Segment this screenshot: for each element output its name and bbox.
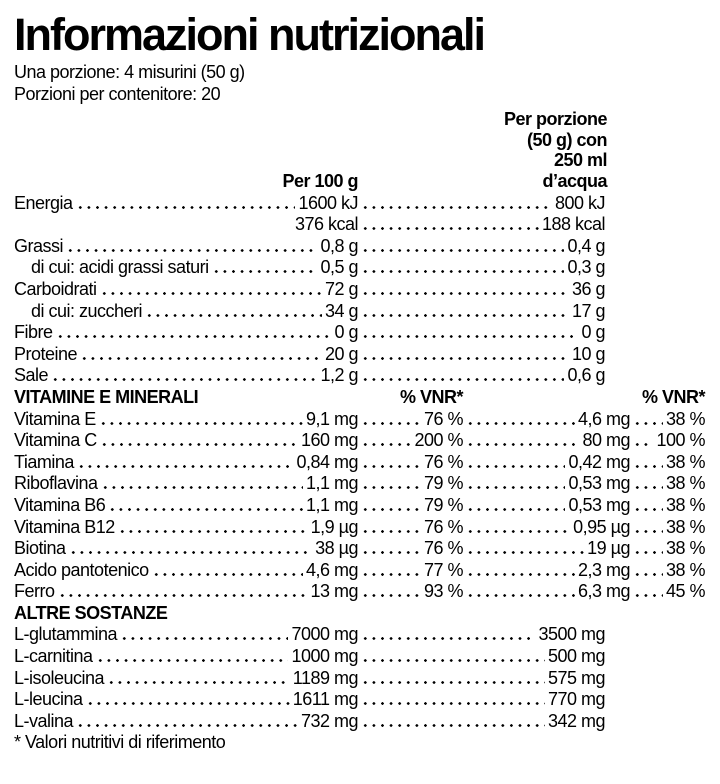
row-label: Vitamina B12 <box>14 516 115 537</box>
dot-leader <box>361 378 564 381</box>
page-title: Informazioni nutrizionali <box>14 9 484 60</box>
vnr-per-porzione: 38 % <box>665 559 705 580</box>
row-label: di cui: acidi grassi saturi <box>31 257 209 278</box>
value-per-porzione: 0 g <box>581 322 605 343</box>
dot-leader <box>633 443 653 446</box>
value-per-porzione: 6,3 mg <box>577 581 630 602</box>
row-label: Grassi <box>14 235 64 256</box>
value-per-100g: 0 g <box>334 322 358 343</box>
serving-size: Una porzione: 4 misurini (50 g) <box>14 62 245 82</box>
row-label: Vitamina B6 <box>14 494 106 515</box>
vitamin-row-tiamina <box>14 450 720 472</box>
dot-leader <box>466 465 565 468</box>
dot-leader <box>361 530 421 533</box>
dot-leader <box>633 486 663 489</box>
value-per-porzione: 80 mg <box>582 430 630 451</box>
row-label: Vitamina C <box>14 430 97 451</box>
dot-leader <box>58 594 308 597</box>
dot-leader <box>466 443 579 446</box>
row-label: Fibre <box>14 322 53 343</box>
dot-leader <box>107 681 290 684</box>
value-per-100g: 1611 mg <box>292 689 358 710</box>
dot-leader <box>466 573 575 576</box>
vnr-per-100g: 77 % <box>423 559 463 580</box>
value-per-porzione: 0,53 mg <box>568 473 630 494</box>
section-title: VITAMINE E MINERALI <box>14 386 199 407</box>
dot-leader <box>118 530 308 533</box>
value-per-100g: 1,2 g <box>320 365 358 386</box>
footnote-vnr: * Valori nutritivi di riferimento <box>14 731 226 752</box>
substance-row-l-carnitina <box>14 644 720 666</box>
row-label: Vitamina E <box>14 408 96 429</box>
dot-leader <box>66 249 317 252</box>
dot-leader <box>361 659 545 662</box>
nutrient-row-fibre <box>14 321 720 343</box>
vnr-per-100g: 76 % <box>423 451 463 472</box>
nutrient-row-energia-kcal <box>14 213 720 235</box>
vnr-per-100g: 76 % <box>423 516 463 537</box>
dot-leader <box>361 486 421 489</box>
dot-leader <box>633 551 663 554</box>
value-per-porzione: 0,95 µg <box>573 516 630 537</box>
nutrient-row-energia <box>14 191 720 213</box>
value-per-100g: 1,1 mg <box>305 494 358 515</box>
row-label: di cui: zuccheri <box>31 300 143 321</box>
dot-leader <box>361 637 535 640</box>
dot-leader <box>51 378 317 381</box>
value-per-100g: 1000 mg <box>291 646 358 667</box>
row-label: L-glutammina <box>14 624 118 645</box>
vitamin-row-vitamina-b6 <box>14 493 720 515</box>
column-header-vnr-1: % VNR* <box>399 386 463 407</box>
dot-leader <box>633 508 663 511</box>
value-per-porzione: 3500 mg <box>538 624 605 645</box>
vnr-per-100g: 93 % <box>423 581 463 602</box>
value-per-porzione: 770 mg <box>547 689 605 710</box>
substance-row-l-glutammina <box>14 623 720 645</box>
vnr-per-porzione: 38 % <box>665 408 705 429</box>
vnr-per-porzione: 38 % <box>665 494 705 515</box>
dot-leader <box>361 573 421 576</box>
substance-row-l-isoleucina <box>14 666 720 688</box>
column-header-vnr-2: % VNR* <box>641 386 705 407</box>
row-label: L-leucina <box>14 689 83 710</box>
value-per-100g: 13 mg <box>310 581 358 602</box>
per-porzione-line-1: Per porzione <box>503 109 607 129</box>
vnr-per-100g: 200 % <box>414 430 463 451</box>
vnr-per-porzione: 38 % <box>665 538 705 559</box>
dot-leader <box>361 702 545 705</box>
row-label: Ferro <box>14 581 55 602</box>
value-per-porzione: 500 mg <box>547 646 605 667</box>
dot-leader <box>120 637 288 640</box>
section-header-altre-sostanze <box>14 601 720 623</box>
value-per-porzione: 0,42 mg <box>568 451 630 472</box>
vnr-per-porzione: 45 % <box>665 581 705 602</box>
vnr-per-porzione: 38 % <box>665 516 705 537</box>
vitamin-row-biotina <box>14 537 720 559</box>
column-headers <box>14 107 720 191</box>
dot-leader <box>361 314 569 317</box>
section-header-vitamine <box>14 385 720 407</box>
dot-leader <box>361 357 569 360</box>
nutrient-row-grassi <box>14 234 720 256</box>
dot-leader <box>466 530 570 533</box>
dot-leader <box>361 422 421 425</box>
servings-per-container: Porzioni per contenitore: 20 <box>14 83 221 104</box>
row-label: Proteine <box>14 343 78 364</box>
vnr-per-porzione: 38 % <box>665 451 705 472</box>
value-per-100g: 1,1 mg <box>305 473 358 494</box>
dot-leader <box>361 724 545 727</box>
value-per-porzione: 2,3 mg <box>577 559 630 580</box>
row-label: Sale <box>14 365 49 386</box>
nutrient-row-carboidrati <box>14 277 720 299</box>
nutrient-row-sale <box>14 364 720 386</box>
value-per-100g: 0,84 mg <box>296 451 358 472</box>
row-label: Energia <box>14 192 73 213</box>
row-label: Acido pantotenico <box>14 559 149 580</box>
nutrient-row-zuccheri <box>14 299 720 321</box>
dot-leader <box>466 551 584 554</box>
dot-leader <box>100 292 322 295</box>
nutrient-row-proteine <box>14 342 720 364</box>
section-title: ALTRE SOSTANZE <box>14 602 168 623</box>
vnr-per-100g: 79 % <box>423 473 463 494</box>
value-per-100g: 160 mg <box>300 430 358 451</box>
dot-leader <box>69 551 313 554</box>
value-per-100g: 376 kcal <box>294 214 358 235</box>
column-header-per-100g: Per 100 g <box>282 170 358 191</box>
value-per-porzione: 0,4 g <box>567 235 605 256</box>
dot-leader <box>101 486 303 489</box>
value-per-100g: 72 g <box>324 278 358 299</box>
value-per-porzione: 19 µg <box>587 538 630 559</box>
dot-leader <box>466 422 575 425</box>
value-per-100g: 9,1 mg <box>305 408 358 429</box>
value-per-porzione: 4,6 mg <box>577 408 630 429</box>
value-per-100g: 34 g <box>324 300 358 321</box>
dot-leader <box>361 249 564 252</box>
dot-leader <box>108 508 303 511</box>
dot-leader <box>633 465 663 468</box>
row-label: Carboidrati <box>14 278 97 299</box>
value-per-100g: 732 mg <box>300 710 358 731</box>
vnr-per-100g: 76 % <box>423 538 463 559</box>
row-label: L-valina <box>14 710 74 731</box>
value-per-porzione: 188 kcal <box>541 214 605 235</box>
dot-leader <box>361 292 569 295</box>
row-label: L-carnitina <box>14 646 93 667</box>
per-porzione-line-2: (50 g) con <box>526 129 607 150</box>
vnr-per-100g: 79 % <box>423 494 463 515</box>
vnr-per-100g: 76 % <box>423 408 463 429</box>
value-per-porzione: 342 mg <box>547 710 605 731</box>
row-label: Tiamina <box>14 451 74 472</box>
value-per-porzione: 17 g <box>571 300 605 321</box>
dot-leader <box>100 443 298 446</box>
value-per-porzione: 0,6 g <box>567 365 605 386</box>
vitamin-row-riboflavina <box>14 472 720 494</box>
value-per-porzione: 10 g <box>571 343 605 364</box>
dot-leader <box>466 594 575 597</box>
row-label: Biotina <box>14 538 66 559</box>
value-per-100g: 0,8 g <box>320 235 358 256</box>
value-per-100g: 38 µg <box>315 538 358 559</box>
vitamin-row-vitamina-b12 <box>14 515 720 537</box>
value-per-100g: 4,6 mg <box>305 559 358 580</box>
vitamin-row-vitamina-e <box>14 407 720 429</box>
value-per-porzione: 36 g <box>571 278 605 299</box>
value-per-porzione: 800 kJ <box>554 192 605 213</box>
dot-leader <box>361 465 421 468</box>
dot-leader <box>361 270 564 273</box>
dot-leader <box>96 659 289 662</box>
dot-leader <box>77 465 294 468</box>
dot-leader <box>633 422 663 425</box>
dot-leader <box>361 335 578 338</box>
dot-leader <box>633 594 663 597</box>
substance-row-l-leucina <box>14 688 720 710</box>
dot-leader <box>361 508 421 511</box>
dot-leader <box>361 227 539 230</box>
dot-leader <box>86 702 290 705</box>
value-per-100g: 1600 kJ <box>298 192 358 213</box>
vnr-per-porzione: 38 % <box>665 473 705 494</box>
value-per-100g: 20 g <box>324 343 358 364</box>
dot-leader <box>99 422 303 425</box>
row-label: Riboflavina <box>14 473 98 494</box>
dot-leader <box>76 724 298 727</box>
dot-leader <box>212 270 318 273</box>
dot-leader <box>633 530 663 533</box>
substance-row-l-valina <box>14 709 720 731</box>
value-per-100g: 1,9 µg <box>310 516 358 537</box>
value-per-100g: 1189 mg <box>292 667 358 688</box>
value-per-100g: 7000 mg <box>291 624 358 645</box>
vnr-per-porzione: 100 % <box>656 430 705 451</box>
dot-leader <box>80 357 322 360</box>
dot-leader <box>361 443 411 446</box>
dot-leader <box>145 314 322 317</box>
row-label: L-isoleucina <box>14 667 105 688</box>
dot-leader <box>361 681 545 684</box>
vitamin-row-vitamina-c <box>14 429 720 451</box>
dot-leader <box>633 573 663 576</box>
vitamin-row-ferro <box>14 580 720 602</box>
dot-leader <box>361 551 421 554</box>
dot-leader <box>56 335 332 338</box>
dot-leader <box>76 206 296 209</box>
dot-leader <box>466 486 565 489</box>
dot-leader <box>152 573 303 576</box>
vitamin-row-acido-pantotenico <box>14 558 720 580</box>
dot-leader <box>361 594 421 597</box>
value-per-porzione: 0,3 g <box>567 257 605 278</box>
value-per-porzione: 575 mg <box>547 667 605 688</box>
column-header-per-porzione <box>504 109 607 191</box>
dot-leader <box>361 206 552 209</box>
per-porzione-line-4: d’acqua <box>542 170 607 191</box>
nutrient-row-grassi-saturi <box>14 256 720 278</box>
value-per-100g: 0,5 g <box>320 257 358 278</box>
dot-leader <box>466 508 565 511</box>
per-porzione-line-3: 250 ml <box>553 150 607 170</box>
value-per-porzione: 0,53 mg <box>568 494 630 515</box>
